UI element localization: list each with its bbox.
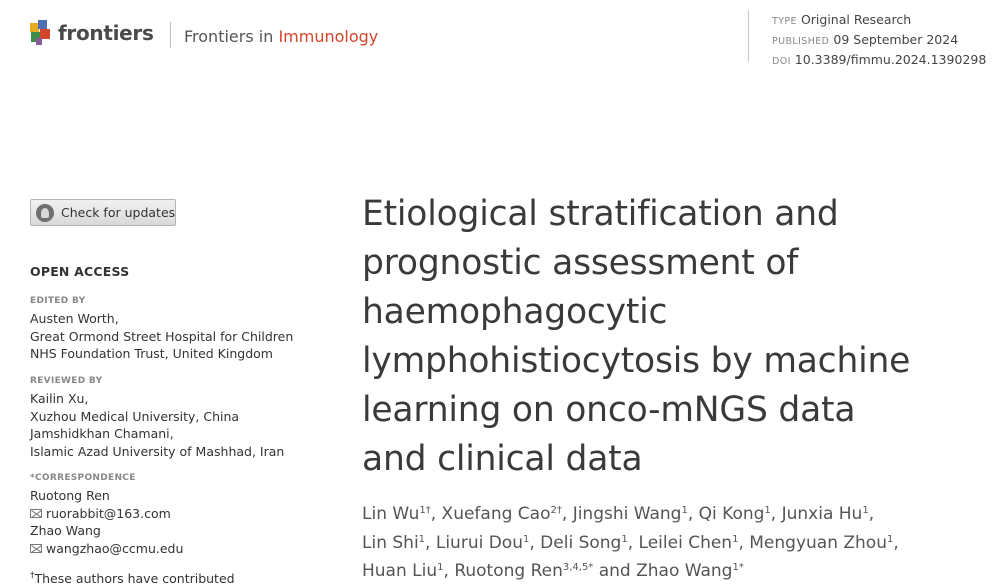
email-row [30,505,330,523]
author-name[interactable]: Qi Kong [698,504,765,524]
reviewer-name: Kailin Xu, [30,391,89,406]
title-line: Etiological stratification and [362,194,839,234]
author-separator: , [770,504,782,524]
editor-name: Austen Worth, [30,311,119,326]
author-separator: , [561,504,573,524]
journal-prefix: Frontiers in [184,27,279,46]
author-line [362,529,992,558]
title-line: haemophagocytic [362,292,668,332]
author-separator: , [425,532,436,553]
author-separator: , [868,504,875,524]
author-name[interactable]: Leilei Chen [638,532,733,553]
contribution-text: These authors have contributed [34,571,235,586]
title-line: lymphohistiocytosis by machine [362,341,911,381]
frontiers-logo-icon [30,20,52,46]
affiliation-sup: 1* [732,562,744,573]
author-name[interactable]: Zhao Wang [636,561,733,581]
edited-by-label: EDITED BY [30,296,86,306]
reviewer-affiliation: Islamic Azad University of Mashhad, Iran [30,443,285,459]
meta-type-key: TYPE [772,16,797,27]
correspondence-section [30,473,330,557]
author-name[interactable]: Huan Liu [362,561,438,581]
meta-type-value: Original Research [800,12,912,27]
check-for-updates-label: Check for updates [61,205,176,220]
affiliation-sup: 1 [681,505,688,516]
reviewed-by-label: REVIEWED BY [30,376,103,386]
author-name[interactable]: Lin Shi [362,532,419,553]
author-separator: , [430,504,442,524]
affiliation-sup: 1 [437,562,444,573]
email-link[interactable]: wangzhao@ccmu.edu [46,540,184,556]
open-access-label: OPEN ACCESS [30,264,130,279]
author-name[interactable]: Ruotong Ren [454,561,563,581]
correspondent-name: Ruotong Ren [30,488,110,503]
crossmark-icon [36,204,54,222]
affiliation-sup: 1 [862,505,869,516]
affiliation-sup: 2† [550,505,562,516]
meta-published-value: 09 September 2024 [833,32,959,47]
author-name[interactable]: Deli Song [540,532,622,553]
logo-wordmark: frontiers [58,21,154,45]
meta-published [772,31,986,51]
affiliation-sup: 1 [732,533,739,545]
affiliation-sup: 3,4,5* [562,562,594,573]
affiliation-sup: 1 [418,533,426,545]
contribution-note [30,571,235,586]
meta-divider [748,10,749,62]
author-separator: and [593,561,637,581]
editor-affiliation-line: Great Ormond Street Hospital for Children [30,328,294,344]
author-line [362,500,992,529]
meta-doi-key: DOI [772,56,791,67]
header-divider [170,22,171,48]
author-separator: , [687,504,699,524]
title-line: learning on onco-mNGS data [362,390,856,430]
author-separator: , [738,532,750,553]
frontiers-logo[interactable] [30,20,154,46]
affiliation-sup: 1 [621,533,628,545]
author-name[interactable]: Liurui Dou [435,532,523,553]
author-separator: , [893,532,899,553]
reviewer-affiliation: Xuzhou Medical University, China [30,408,240,424]
journal-name[interactable] [184,27,378,46]
author-name[interactable]: Junxia Hu [781,504,863,524]
meta-type [772,11,986,31]
envelope-icon [30,509,42,518]
envelope-icon [30,544,42,553]
author-separator: , [627,532,639,553]
author-separator: , [529,532,541,553]
affiliation-sup: 1† [419,505,431,516]
title-line: prognostic assessment of [362,243,799,283]
article-title [362,190,982,484]
author-name[interactable]: Xuefang Cao [441,504,551,524]
doi-link[interactable]: 10.3389/fimmu.2024.1390298 [794,52,987,67]
author-name[interactable]: Lin Wu [362,504,420,524]
check-for-updates-button[interactable] [30,199,176,226]
affiliation-sup: 1 [886,533,894,545]
email-row [30,540,330,558]
correspondent-name: Zhao Wang [30,523,101,538]
editor-affiliation-line: NHS Foundation Trust, United Kingdom [30,346,273,361]
reviewed-by-section [30,376,330,460]
meta-published-key: PUBLISHED [772,36,830,47]
affiliation-sup: 1 [764,505,771,516]
title-line: and clinical data [362,439,643,479]
journal-title: Immunology [278,27,379,46]
meta-doi [772,51,986,71]
reviewer-name: Jamshidkhan Chamani, [30,426,174,441]
author-line [362,557,992,586]
correspondence-label: *CORRESPONDENCE [30,473,136,483]
author-list [362,500,992,586]
affiliation-sup: 1 [522,533,530,545]
author-separator: , [443,561,455,581]
article-meta [772,11,986,71]
email-link[interactable]: ruorabbit@163.com [46,505,171,521]
edited-by-section [30,296,330,363]
author-name[interactable]: Mengyuan Zhou [749,532,887,553]
dagger-mark: † [30,571,35,581]
author-name[interactable]: Jingshi Wang [572,504,682,524]
